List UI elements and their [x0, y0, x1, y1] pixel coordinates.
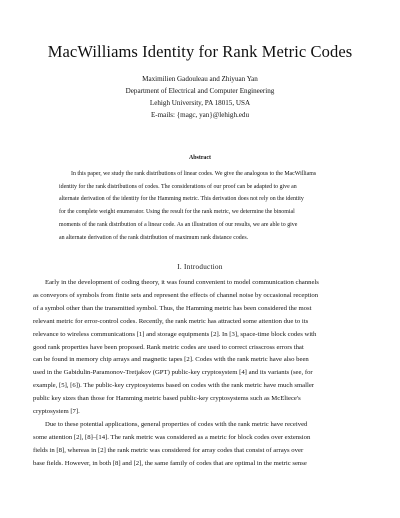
abstract-line: moments of the rank distribution of a linear code. As an illustration of our results, we are able to give: [59, 221, 298, 228]
abstract-line: an alternate derivation of the rank distribution of maximum rank distance codes.: [59, 234, 249, 241]
abstract-line: for the complete weight enumerator. Using the result for the rank metric, we determine the binomial: [59, 209, 295, 216]
body-line: Early in the development of coding theory, it was found convenient to model communication channels: [45, 279, 319, 286]
section-body: [33, 277, 373, 471]
body-line: good rank properties have been proposed. Rank metric codes are used to correct crisscross errors that: [33, 343, 304, 351]
body-line: fields in [8], whereas in [2] the rank metric was considered for array codes that consist of arrays over: [33, 446, 304, 454]
abstract-line: identity for the rank distributions of codes. The considerations of our proof can be adapted to give an: [59, 183, 297, 190]
emails: E-mails: {magc, yan}@lehigh.edu: [150, 111, 250, 119]
abstract-body: [59, 168, 343, 244]
body-line: can be found in memory chip arrays and magnetic tapes [2]. Codes with the rank metric have also been: [33, 356, 309, 364]
abstract-line: In this paper, we study the rank distributions of linear codes. We give the analogous to the MacWilliams: [71, 171, 317, 177]
body-line: base fields. However, in both [8] and [2], the same family of codes that are optimal in the metric sense: [33, 459, 307, 467]
body-line: example, [5], [6]). The public-key cryptosystems based on codes with the rank metric have much smaller: [33, 382, 315, 390]
body-line: some attention [2], [8]–[14]. The rank metric was considered as a metric for block codes over extension: [33, 433, 311, 441]
author-names: Maximilien Gadouleau and Zhiyuan Yan: [142, 75, 258, 83]
body-line: relevant metric for error-control codes. Recently, the rank metric has attracted some attention due to its: [33, 317, 309, 325]
section-heading: I. Introduction: [177, 263, 223, 271]
affiliation: Department of Electrical and Computer Engineering: [125, 87, 275, 95]
abstract-heading: Abstract: [189, 155, 211, 161]
body-line: of a symbol other than the transmitted symbol. Thus, the Hamming metric has been considered the most: [33, 304, 312, 312]
body-line: Due to these potential applications, general properties of codes with the rank metric have received: [45, 420, 308, 428]
body-line: as conveyors of symbols from finite sets and represent the effects of channel noise by occasional reception: [33, 291, 319, 299]
paper-title: MacWilliams Identity for Rank Metric Codes: [47, 42, 353, 61]
body-line: used in the Gabidulin-Paramonov-Tretjakov (GPT) public-key cryptosystem [4] and its variants (see, for: [33, 369, 313, 377]
abstract-line: alternate derivation of the identity for the Hamming metric. This derivation does not rely on the identity: [59, 196, 304, 203]
body-line: public key sizes than those for Hamming metric based public-key cryptosystems such as McEliece's: [33, 395, 301, 403]
address: Lehigh University, PA 18015, USA: [149, 99, 251, 107]
body-line: cryptosystem [7].: [33, 408, 80, 416]
body-line: relevance to wireless communications [1] and storage equipments [2]. In [3], space-time block codes with: [33, 330, 317, 338]
